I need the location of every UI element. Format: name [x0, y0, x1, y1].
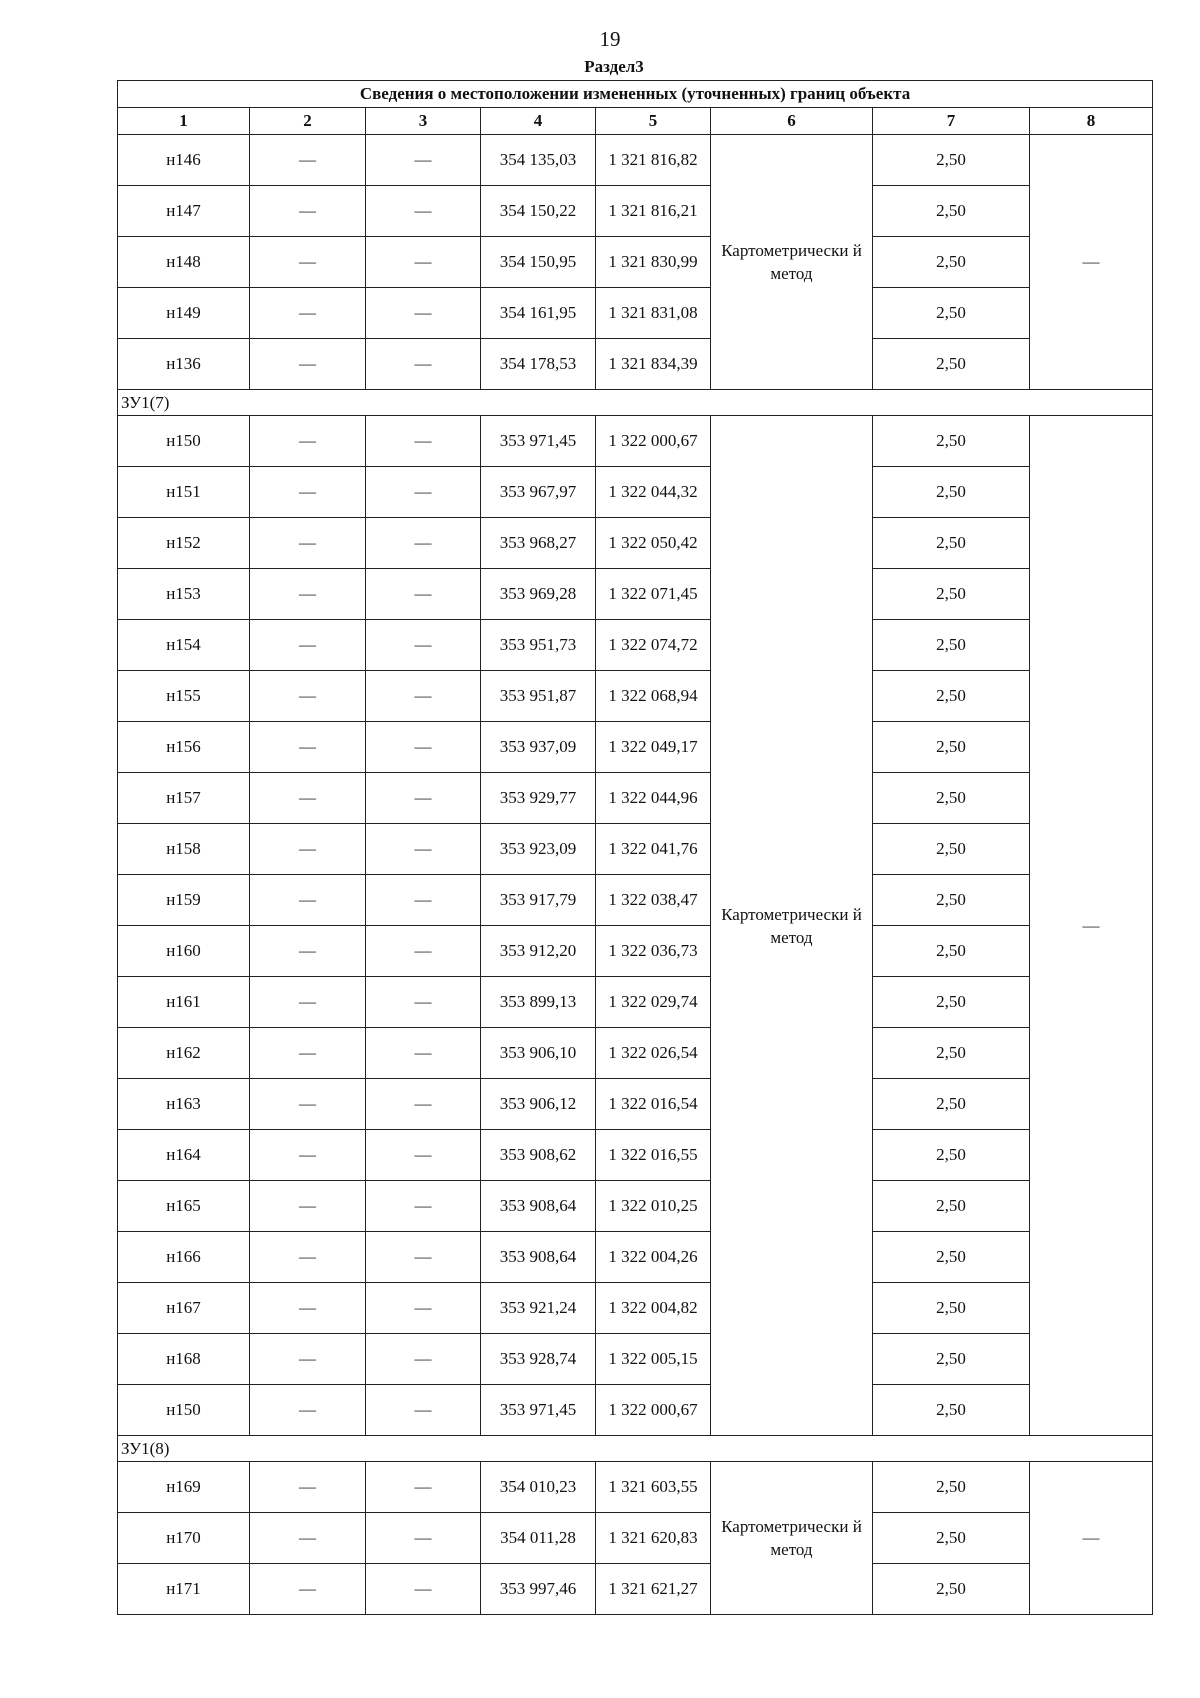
- col2-cell: —: [250, 288, 366, 339]
- col3-cell: —: [366, 1513, 481, 1564]
- col2-cell: —: [250, 977, 366, 1028]
- point-id-cell: н150: [118, 1385, 250, 1436]
- table-row: [118, 237, 1153, 288]
- accuracy-cell: 2,50: [873, 467, 1030, 518]
- table-row: [118, 569, 1153, 620]
- point-id-cell: н168: [118, 1334, 250, 1385]
- accuracy-cell: 2,50: [873, 288, 1030, 339]
- point-id-cell: н169: [118, 1462, 250, 1513]
- point-id-cell: н160: [118, 926, 250, 977]
- boundary-table: [117, 80, 1153, 1615]
- y-coordinate-cell: 1 321 816,21: [596, 186, 711, 237]
- y-coordinate-cell: 1 321 830,99: [596, 237, 711, 288]
- y-coordinate-cell: 1 321 816,82: [596, 135, 711, 186]
- x-coordinate-cell: 353 951,73: [481, 620, 596, 671]
- col3-cell: —: [366, 773, 481, 824]
- point-id-cell: н150: [118, 416, 250, 467]
- accuracy-cell: 2,50: [873, 1283, 1030, 1334]
- x-coordinate-cell: 354 135,03: [481, 135, 596, 186]
- method-cell: Картометрически й метод: [711, 135, 873, 390]
- accuracy-cell: 2,50: [873, 1564, 1030, 1615]
- point-id-cell: н151: [118, 467, 250, 518]
- col2-cell: —: [250, 339, 366, 390]
- column-number: 4: [481, 108, 596, 135]
- x-coordinate-cell: 353 929,77: [481, 773, 596, 824]
- col3-cell: —: [366, 288, 481, 339]
- col2-cell: —: [250, 824, 366, 875]
- col3-cell: —: [366, 1462, 481, 1513]
- col2-cell: —: [250, 467, 366, 518]
- x-coordinate-cell: 353 906,10: [481, 1028, 596, 1079]
- accuracy-cell: 2,50: [873, 1028, 1030, 1079]
- col3-cell: —: [366, 722, 481, 773]
- x-coordinate-cell: 354 011,28: [481, 1513, 596, 1564]
- point-id-cell: н156: [118, 722, 250, 773]
- point-id-cell: н154: [118, 620, 250, 671]
- accuracy-cell: 2,50: [873, 186, 1030, 237]
- point-id-cell: н157: [118, 773, 250, 824]
- y-coordinate-cell: 1 321 831,08: [596, 288, 711, 339]
- col3-cell: —: [366, 1028, 481, 1079]
- method-cell: Картометрически й метод: [711, 1462, 873, 1615]
- point-id-cell: н149: [118, 288, 250, 339]
- y-coordinate-cell: 1 322 016,55: [596, 1130, 711, 1181]
- x-coordinate-cell: 353 921,24: [481, 1283, 596, 1334]
- col2-cell: —: [250, 1283, 366, 1334]
- table-row: [118, 1232, 1153, 1283]
- col3-cell: —: [366, 1079, 481, 1130]
- y-coordinate-cell: 1 322 029,74: [596, 977, 711, 1028]
- y-coordinate-cell: 1 322 026,54: [596, 1028, 711, 1079]
- point-id-cell: н146: [118, 135, 250, 186]
- col2-cell: —: [250, 722, 366, 773]
- table-row: [118, 926, 1153, 977]
- group-row: [118, 1436, 1153, 1462]
- col2-cell: —: [250, 671, 366, 722]
- col3-cell: —: [366, 1232, 481, 1283]
- table-row: [118, 1462, 1153, 1513]
- col3-cell: —: [366, 237, 481, 288]
- table-row: [118, 1079, 1153, 1130]
- accuracy-cell: 2,50: [873, 1130, 1030, 1181]
- section-title: Раздел3: [584, 57, 644, 76]
- point-id-cell: н148: [118, 237, 250, 288]
- y-coordinate-cell: 1 322 004,82: [596, 1283, 711, 1334]
- col2-cell: —: [250, 1564, 366, 1615]
- col3-cell: —: [366, 875, 481, 926]
- table-row: [118, 135, 1153, 186]
- y-coordinate-cell: 1 321 603,55: [596, 1462, 711, 1513]
- table-body: [118, 135, 1153, 1615]
- note-cell: —: [1030, 135, 1153, 390]
- table-row: [118, 186, 1153, 237]
- point-id-cell: н166: [118, 1232, 250, 1283]
- col2-cell: —: [250, 186, 366, 237]
- col3-cell: —: [366, 339, 481, 390]
- y-coordinate-cell: 1 321 620,83: [596, 1513, 711, 1564]
- table-row: [118, 1028, 1153, 1079]
- x-coordinate-cell: 353 967,97: [481, 467, 596, 518]
- y-coordinate-cell: 1 321 834,39: [596, 339, 711, 390]
- col3-cell: —: [366, 671, 481, 722]
- accuracy-cell: 2,50: [873, 926, 1030, 977]
- accuracy-cell: 2,50: [873, 416, 1030, 467]
- column-number: 1: [118, 108, 250, 135]
- table-row: [118, 977, 1153, 1028]
- col3-cell: —: [366, 1130, 481, 1181]
- accuracy-cell: 2,50: [873, 773, 1030, 824]
- y-coordinate-cell: 1 322 044,96: [596, 773, 711, 824]
- y-coordinate-cell: 1 322 005,15: [596, 1334, 711, 1385]
- x-coordinate-cell: 353 937,09: [481, 722, 596, 773]
- y-coordinate-cell: 1 322 071,45: [596, 569, 711, 620]
- accuracy-cell: 2,50: [873, 824, 1030, 875]
- table-caption: Сведения о местоположении измененных (уточненных) границ объекта: [118, 81, 1153, 108]
- accuracy-cell: 2,50: [873, 722, 1030, 773]
- point-id-cell: н162: [118, 1028, 250, 1079]
- y-coordinate-cell: 1 322 068,94: [596, 671, 711, 722]
- col3-cell: —: [366, 1564, 481, 1615]
- column-number: 7: [873, 108, 1030, 135]
- col2-cell: —: [250, 620, 366, 671]
- x-coordinate-cell: 353 968,27: [481, 518, 596, 569]
- x-coordinate-cell: 354 161,95: [481, 288, 596, 339]
- accuracy-cell: 2,50: [873, 620, 1030, 671]
- table-row: [118, 671, 1153, 722]
- x-coordinate-cell: 353 951,87: [481, 671, 596, 722]
- y-coordinate-cell: 1 322 000,67: [596, 416, 711, 467]
- point-id-cell: н161: [118, 977, 250, 1028]
- x-coordinate-cell: 353 908,64: [481, 1181, 596, 1232]
- point-id-cell: н153: [118, 569, 250, 620]
- col2-cell: —: [250, 1462, 366, 1513]
- table-row: [118, 416, 1153, 467]
- col3-cell: —: [366, 1334, 481, 1385]
- x-coordinate-cell: 354 010,23: [481, 1462, 596, 1513]
- point-id-cell: н164: [118, 1130, 250, 1181]
- accuracy-cell: 2,50: [873, 135, 1030, 186]
- table-row: [118, 875, 1153, 926]
- column-number: 2: [250, 108, 366, 135]
- accuracy-cell: 2,50: [873, 1232, 1030, 1283]
- table-row: [118, 1334, 1153, 1385]
- accuracy-cell: 2,50: [873, 1462, 1030, 1513]
- accuracy-cell: 2,50: [873, 569, 1030, 620]
- accuracy-cell: 2,50: [873, 1385, 1030, 1436]
- x-coordinate-cell: 354 150,95: [481, 237, 596, 288]
- col3-cell: —: [366, 518, 481, 569]
- col3-cell: —: [366, 926, 481, 977]
- column-number-row: [118, 108, 1153, 135]
- accuracy-cell: 2,50: [873, 518, 1030, 569]
- x-coordinate-cell: 353 908,62: [481, 1130, 596, 1181]
- col3-cell: —: [366, 416, 481, 467]
- y-coordinate-cell: 1 322 049,17: [596, 722, 711, 773]
- column-number: 8: [1030, 108, 1153, 135]
- x-coordinate-cell: 353 969,28: [481, 569, 596, 620]
- col3-cell: —: [366, 467, 481, 518]
- col2-cell: —: [250, 1232, 366, 1283]
- col3-cell: —: [366, 135, 481, 186]
- x-coordinate-cell: 354 150,22: [481, 186, 596, 237]
- y-coordinate-cell: 1 322 050,42: [596, 518, 711, 569]
- y-coordinate-cell: 1 322 016,54: [596, 1079, 711, 1130]
- group-label: ЗУ1(7): [118, 390, 1153, 416]
- col2-cell: —: [250, 518, 366, 569]
- accuracy-cell: 2,50: [873, 875, 1030, 926]
- x-coordinate-cell: 353 971,45: [481, 416, 596, 467]
- col3-cell: —: [366, 1283, 481, 1334]
- table-row: [118, 824, 1153, 875]
- y-coordinate-cell: 1 322 074,72: [596, 620, 711, 671]
- col2-cell: —: [250, 1385, 366, 1436]
- col3-cell: —: [366, 186, 481, 237]
- col2-cell: —: [250, 926, 366, 977]
- point-id-cell: н167: [118, 1283, 250, 1334]
- point-id-cell: н171: [118, 1564, 250, 1615]
- table-row: [118, 339, 1153, 390]
- accuracy-cell: 2,50: [873, 671, 1030, 722]
- accuracy-cell: 2,50: [873, 1334, 1030, 1385]
- table-row: [118, 620, 1153, 671]
- x-coordinate-cell: 353 899,13: [481, 977, 596, 1028]
- table-row: [118, 1385, 1153, 1436]
- point-id-cell: н155: [118, 671, 250, 722]
- accuracy-cell: 2,50: [873, 1181, 1030, 1232]
- accuracy-cell: 2,50: [873, 237, 1030, 288]
- table-row: [118, 1283, 1153, 1334]
- y-coordinate-cell: 1 322 004,26: [596, 1232, 711, 1283]
- col2-cell: —: [250, 1130, 366, 1181]
- x-coordinate-cell: 353 908,64: [481, 1232, 596, 1283]
- table-row: [118, 467, 1153, 518]
- col3-cell: —: [366, 1181, 481, 1232]
- col2-cell: —: [250, 1513, 366, 1564]
- col2-cell: —: [250, 416, 366, 467]
- y-coordinate-cell: 1 322 036,73: [596, 926, 711, 977]
- accuracy-cell: 2,50: [873, 977, 1030, 1028]
- point-id-cell: н152: [118, 518, 250, 569]
- x-coordinate-cell: 354 178,53: [481, 339, 596, 390]
- table-row: [118, 722, 1153, 773]
- page-number: 19: [599, 27, 621, 51]
- x-coordinate-cell: 353 906,12: [481, 1079, 596, 1130]
- table-row: [118, 773, 1153, 824]
- y-coordinate-cell: 1 322 041,76: [596, 824, 711, 875]
- point-id-cell: н158: [118, 824, 250, 875]
- col3-cell: —: [366, 569, 481, 620]
- table-row: [118, 518, 1153, 569]
- col3-cell: —: [366, 620, 481, 671]
- table-row: [118, 1513, 1153, 1564]
- col2-cell: —: [250, 773, 366, 824]
- point-id-cell: н159: [118, 875, 250, 926]
- x-coordinate-cell: 353 917,79: [481, 875, 596, 926]
- table-row: [118, 288, 1153, 339]
- col3-cell: —: [366, 977, 481, 1028]
- accuracy-cell: 2,50: [873, 1513, 1030, 1564]
- accuracy-cell: 2,50: [873, 1079, 1030, 1130]
- point-id-cell: н165: [118, 1181, 250, 1232]
- col2-cell: —: [250, 569, 366, 620]
- point-id-cell: н170: [118, 1513, 250, 1564]
- x-coordinate-cell: 353 912,20: [481, 926, 596, 977]
- note-cell: —: [1030, 1462, 1153, 1615]
- point-id-cell: н147: [118, 186, 250, 237]
- x-coordinate-cell: 353 971,45: [481, 1385, 596, 1436]
- col2-cell: —: [250, 1079, 366, 1130]
- col2-cell: —: [250, 1028, 366, 1079]
- point-id-cell: н136: [118, 339, 250, 390]
- y-coordinate-cell: 1 322 038,47: [596, 875, 711, 926]
- col2-cell: —: [250, 237, 366, 288]
- table-row: [118, 1130, 1153, 1181]
- col3-cell: —: [366, 1385, 481, 1436]
- x-coordinate-cell: 353 997,46: [481, 1564, 596, 1615]
- group-label: ЗУ1(8): [118, 1436, 1153, 1462]
- x-coordinate-cell: 353 928,74: [481, 1334, 596, 1385]
- table-row: [118, 1181, 1153, 1232]
- col2-cell: —: [250, 1334, 366, 1385]
- group-row: [118, 390, 1153, 416]
- note-cell: —: [1030, 416, 1153, 1436]
- column-number: 3: [366, 108, 481, 135]
- x-coordinate-cell: 353 923,09: [481, 824, 596, 875]
- table-row: [118, 1564, 1153, 1615]
- point-id-cell: н163: [118, 1079, 250, 1130]
- col2-cell: —: [250, 1181, 366, 1232]
- method-cell: Картометрически й метод: [711, 416, 873, 1436]
- col2-cell: —: [250, 135, 366, 186]
- accuracy-cell: 2,50: [873, 339, 1030, 390]
- y-coordinate-cell: 1 321 621,27: [596, 1564, 711, 1615]
- y-coordinate-cell: 1 322 044,32: [596, 467, 711, 518]
- column-number: 6: [711, 108, 873, 135]
- column-number: 5: [596, 108, 711, 135]
- col3-cell: —: [366, 824, 481, 875]
- y-coordinate-cell: 1 322 010,25: [596, 1181, 711, 1232]
- y-coordinate-cell: 1 322 000,67: [596, 1385, 711, 1436]
- col2-cell: —: [250, 875, 366, 926]
